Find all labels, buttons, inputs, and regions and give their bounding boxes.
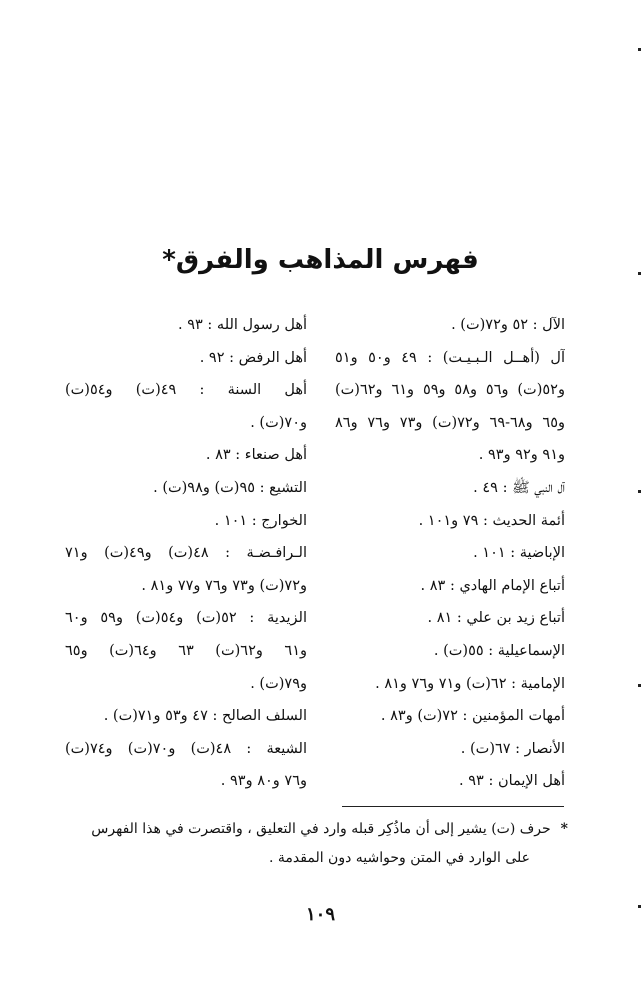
index-entry: أهل صنعاء : ٨٣ .	[205, 447, 307, 464]
index-entry-continuation: و٩١ و٩٢ و٩٣ .	[478, 447, 565, 464]
index-entry: الزيدية : ٥٢(ت) و٥٤(ت) و٥٩ و٦٠	[65, 610, 307, 627]
index-entry: أتباع زيد بن علي : ٨١ .	[427, 610, 565, 627]
index-entry: الإسماعيلية : ٥٥(ت) .	[433, 642, 565, 659]
index-entry-continuation: و٥٢(ت) و٥٦ و٥٨ و٥٩ و٦١ و٦٢(ت)	[335, 382, 565, 399]
index-entry-continuation: و٧٩(ت) .	[250, 675, 307, 692]
index-entry: أتباع الإمام الهادي : ٨٣ .	[420, 577, 565, 594]
index-entry: أهل الرفض : ٩٢ .	[199, 349, 307, 366]
footnote	[66, 815, 568, 873]
index-entry: الشيعة : ٤٨(ت) و٧٠(ت) و٧٤(ت)	[65, 740, 307, 757]
page-title: فهرس المذاهب والفرق*	[162, 245, 479, 275]
page-number: ١٠٩	[305, 904, 335, 925]
index-column-right	[335, 309, 565, 798]
index-entry: أهل السنة : ٤٩(ت) و٥٤(ت)	[65, 382, 307, 399]
index-entry: الآل : ٥٢ و٧٢(ت) .	[451, 317, 565, 333]
footnote-divider	[342, 806, 564, 807]
index-entry: أهل رسول الله : ٩٣ .	[178, 317, 307, 333]
index-entry-continuation: و٧٠(ت) .	[250, 414, 307, 431]
index-entry-continuation: و٦٥ و٦٨-٦٩ و٧٢(ت) و٧٣ و٧٦ و٨٦	[335, 414, 565, 431]
index-entry: الخوارج : ١٠١ .	[214, 512, 307, 529]
index-entry: آل (أهــل الـبـيـت) : ٤٩ و٥٠ و٥١	[335, 349, 565, 366]
index-entry-continuation: و٧٢(ت) و٧٣ و٧٦ و٧٧ و٨١ .	[141, 577, 307, 594]
index-entry: الإمامية : ٦٢(ت) و٧١ و٧٦ و٨١ .	[375, 675, 565, 692]
index-column-left	[65, 309, 307, 798]
index-entry: أمهات المؤمنين : ٧٢(ت) و٨٣ .	[380, 708, 565, 725]
index-entry: الـرافـضـة : ٤٨(ت) و٤٩(ت) و٧١	[65, 545, 307, 562]
index-entry: آل النبي ﷺ : ٤٩ .	[473, 479, 565, 496]
index-entry: أئمة الحديث : ٧٩ و١٠١ .	[418, 512, 565, 529]
footnote-asterisk: *	[560, 821, 568, 837]
index-entry: الإباضية : ١٠١ .	[473, 545, 565, 562]
index-entry: الأنصار : ٦٧(ت) .	[460, 740, 565, 757]
index-entry: أهل الإيمان : ٩٣ .	[459, 773, 565, 790]
index-entry-continuation: و٧٦ و٨٠ و٩٣ .	[220, 773, 307, 790]
footnote-line-continuation: على الوارد في المتن وحواشيه دون المقدمة .	[269, 850, 530, 866]
footnote-text: حرف (ت) يشير إلى أن ماذُكِر قبله وارد في التعليق ، واقتصرت في هذا الفهرس	[91, 821, 551, 837]
index-entry-continuation: و٦١ و٦٢(ت) ٦٣ و٦٤(ت) و٦٥	[65, 642, 307, 659]
footnote-line	[66, 815, 568, 844]
index-entry: السلف الصالح : ٤٧ و٥٣ و٧١(ت) .	[103, 708, 307, 725]
index-entry: التشيع : ٩٥(ت) و٩٨(ت) .	[153, 479, 307, 496]
